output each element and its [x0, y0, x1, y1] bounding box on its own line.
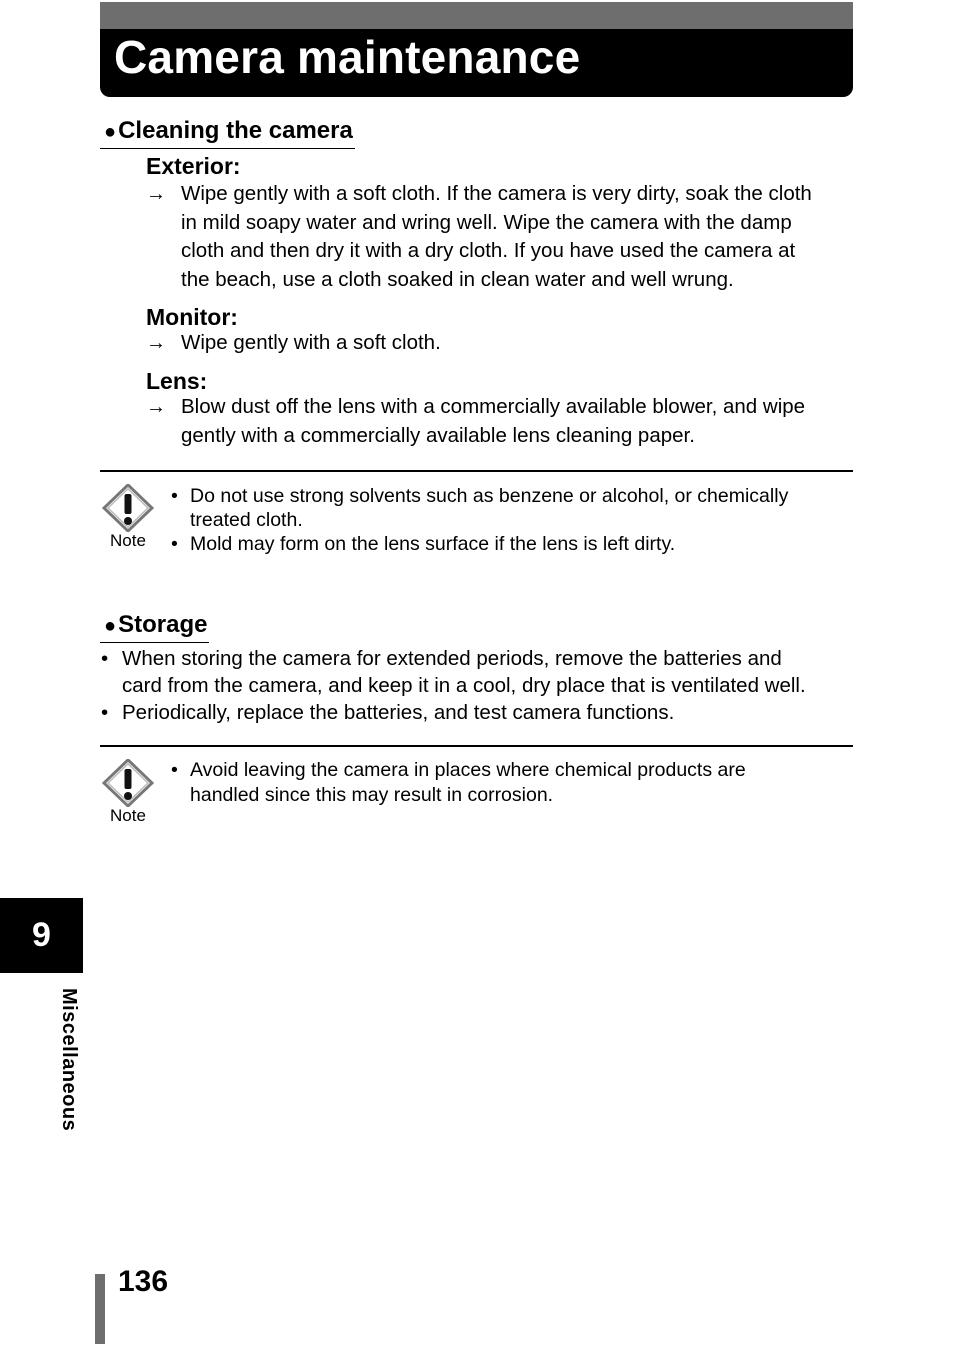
bullet: •	[171, 533, 178, 555]
divider	[100, 745, 853, 747]
text-line: Blow dust off the lens with a commercially available blower, and wipe	[181, 395, 806, 418]
text-line: cloth and then dry it with a dry cloth. If you have used the camera at	[181, 239, 796, 263]
lens-text	[181, 393, 853, 450]
exclamation-diamond-icon	[102, 759, 154, 807]
subheading-exterior: Exterior:	[146, 153, 241, 179]
subheading-monitor: Monitor:	[146, 304, 238, 330]
bullet: •	[101, 701, 109, 724]
text-line: gently with a commercially available lens cleaning paper.	[181, 423, 695, 447]
chapter-label: Miscellaneous	[58, 988, 80, 1132]
note-item: Mold may form on the lens surface if the lens is left dirty.	[190, 533, 676, 555]
chapter-tab: 9	[0, 898, 83, 973]
subheading-lens: Lens:	[146, 368, 208, 394]
note-label: Note	[110, 531, 146, 550]
exclamation-diamond-icon	[102, 484, 154, 532]
storage-item: Periodically, replace the batteries, and test camera functions.	[122, 701, 675, 724]
note-caution-icon	[102, 484, 154, 554]
text-line: treated cloth.	[190, 509, 303, 531]
section-heading-text: Storage	[118, 611, 208, 638]
bullet: •	[171, 485, 178, 507]
bullet: •	[101, 647, 109, 670]
text-line: the beach, use a cloth soaked in clean water and well wrung.	[181, 268, 734, 292]
page-header	[100, 2, 853, 97]
note-caution-icon	[102, 759, 154, 829]
text-line: handled since this may result in corrosion.	[190, 784, 554, 806]
note-item	[190, 758, 850, 808]
bullet: •	[171, 759, 178, 781]
text-line: Wipe gently with a soft cloth.	[181, 331, 441, 354]
divider	[100, 470, 853, 472]
arrow-icon: →	[146, 396, 166, 418]
note-item	[190, 484, 850, 532]
monitor-text	[181, 329, 853, 358]
section-heading-storage	[100, 611, 209, 643]
page-number: 136	[118, 1265, 169, 1298]
storage-item	[122, 645, 857, 699]
text-line: Wipe gently with a soft cloth. If the camera is very dirty, soak the cloth	[181, 182, 812, 205]
text-line: in mild soapy water and wring well. Wipe the camera with the damp	[181, 210, 792, 234]
page-title: Camera maintenance	[114, 31, 581, 83]
exterior-text	[181, 180, 853, 295]
text-line: card from the camera, and keep it in a cool, dry place that is ventilated well.	[122, 674, 806, 697]
section-heading-text: Cleaning the camera	[118, 117, 353, 144]
page-number-bar	[95, 1274, 105, 1344]
bullet-dot-icon: ●	[104, 121, 117, 143]
header-band	[100, 2, 853, 29]
bullet-dot-icon: ●	[104, 615, 117, 637]
text-line: Avoid leaving the camera in places where chemical products are	[190, 759, 746, 781]
note-label: Note	[110, 806, 146, 825]
arrow-icon: →	[146, 183, 166, 205]
section-heading-cleaning	[100, 117, 355, 149]
arrow-icon: →	[146, 332, 166, 354]
text-line: When storing the camera for extended periods, remove the batteries and	[122, 647, 782, 670]
text-line: Do not use strong solvents such as benzene or alcohol, or chemically	[190, 485, 789, 507]
